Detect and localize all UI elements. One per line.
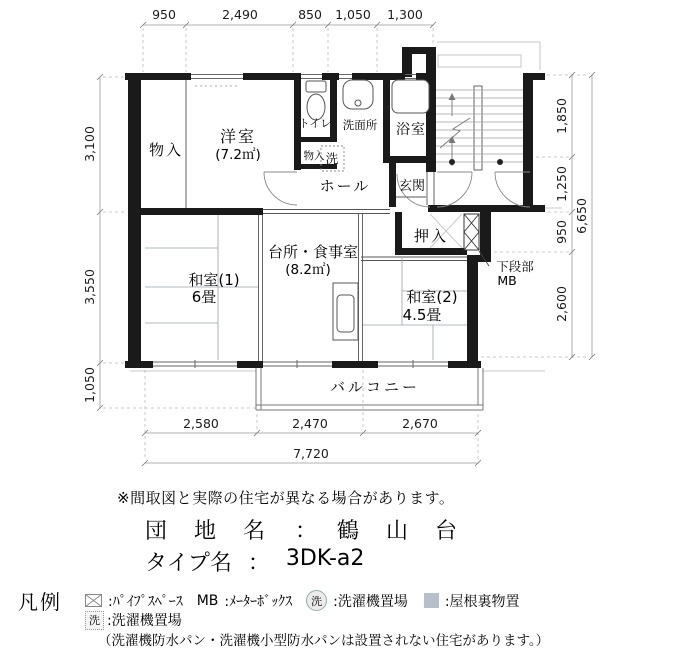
yoshitsu-door-arc — [264, 172, 297, 205]
dim-bottom-3: 2,670 — [402, 416, 438, 431]
label-washitsu2-size: 4.5畳 — [402, 306, 442, 324]
label-monoire: 物入 — [148, 141, 184, 159]
disclaimer-note: ※間取図と実際の住宅が異なる場合があります。 — [117, 489, 455, 507]
label-hall: ホール — [319, 177, 371, 195]
dim-left-2: 3,550 — [82, 269, 97, 305]
type-name-line — [145, 546, 364, 577]
estate-name-value: 鶴 山 台 — [337, 519, 468, 544]
dim-top-1: 950 — [152, 7, 176, 22]
dim-right-2: 1,250 — [554, 166, 569, 202]
dim-bottom-total: 7,720 — [293, 446, 329, 461]
stair-rail — [474, 86, 482, 170]
washer-box-icon — [85, 611, 104, 630]
estate-name-label: 団 地 名 — [145, 519, 275, 544]
dim-right-total: 6,650 — [574, 198, 589, 234]
dim-left-1: 3,100 — [82, 126, 97, 162]
dim-top-5: 1,300 — [387, 7, 423, 22]
attic-storage-icon — [424, 593, 439, 608]
type-name-label: タイプ名 — [145, 551, 232, 576]
label-washitsu1: 和室(1) — [188, 271, 240, 289]
legend-mb-key: MB — [196, 592, 219, 609]
door-arcs — [264, 172, 530, 207]
type-name-colon: ： — [247, 551, 270, 576]
washer-circle-icon — [306, 590, 327, 611]
pipe-space-icon — [85, 594, 102, 607]
legend-row-2 — [85, 610, 182, 630]
legend-washer-label: :洗濯機置場 — [333, 593, 408, 610]
label-daidokoro: 台所・食事室 — [267, 243, 359, 261]
legend-row-1 — [85, 590, 520, 611]
label-senmenjo: 洗面所 — [342, 118, 378, 132]
label-sen: 洗 — [325, 151, 339, 166]
dim-right-1: 1,850 — [554, 98, 569, 134]
legend-attic-label: :屋根裏物置 — [444, 593, 520, 610]
label-genkan: 玄関 — [398, 179, 426, 194]
legend-heading: 凡例 — [18, 590, 62, 614]
type-name-value: 3DK-a2 — [285, 546, 365, 571]
dim-top-3: 850 — [298, 7, 322, 22]
label-oshiire: 押入 — [413, 227, 449, 245]
label-toilet: トイレ — [298, 117, 332, 130]
legend-pipe-label: :ﾊﾟｲﾌﾟｽﾍﾟｰｽ — [108, 593, 183, 610]
washer-circle-char: 洗 — [311, 594, 323, 608]
dim-top-2: 2,490 — [222, 7, 258, 22]
label-yoshitsu-area: (7.2㎡) — [215, 147, 261, 163]
estate-name-colon: ： — [295, 519, 318, 544]
label-bath: 浴室 — [396, 122, 426, 138]
label-kadan2: MB — [497, 273, 517, 288]
dim-bottom-2: 2,470 — [292, 416, 328, 431]
label-daidokoro-area: (8.2㎡) — [285, 262, 331, 278]
label-yoshitsu: 洋室 — [219, 127, 257, 146]
legend-mb-label: :ﾒｰﾀｰﾎﾞｯｸｽ — [224, 593, 293, 610]
washer-box-char: 洗 — [89, 614, 100, 627]
stair-direction-marks — [440, 93, 503, 166]
dim-left-3: 1,050 — [82, 367, 97, 403]
label-washitsu1-size: 6畳 — [191, 288, 217, 306]
toilet-fixture — [306, 81, 326, 120]
label-monoire-small: 物入 — [303, 150, 325, 162]
kitchen-sink-fixture — [333, 283, 358, 340]
dim-right-4: 2,600 — [554, 286, 569, 322]
dim-top-4: 1,050 — [335, 7, 371, 22]
legend-washer-note: （洗濯機防水パン・洗濯機小型防水パンは設置されない住宅があります。） — [98, 633, 550, 649]
dim-right-3: 950 — [554, 220, 569, 244]
label-washitsu2: 和室(2) — [406, 288, 458, 306]
dim-bottom-1: 2,580 — [183, 416, 219, 431]
entry-door-left-arc — [437, 172, 472, 207]
bathtub-fixture — [392, 80, 429, 113]
label-kadan1: 下段部 — [496, 259, 534, 274]
washbasin-fixture — [343, 80, 373, 109]
label-balcony: バルコニー — [329, 378, 421, 396]
estate-name-line — [145, 514, 467, 545]
legend-washer2-label: :洗濯機置場 — [107, 613, 182, 629]
